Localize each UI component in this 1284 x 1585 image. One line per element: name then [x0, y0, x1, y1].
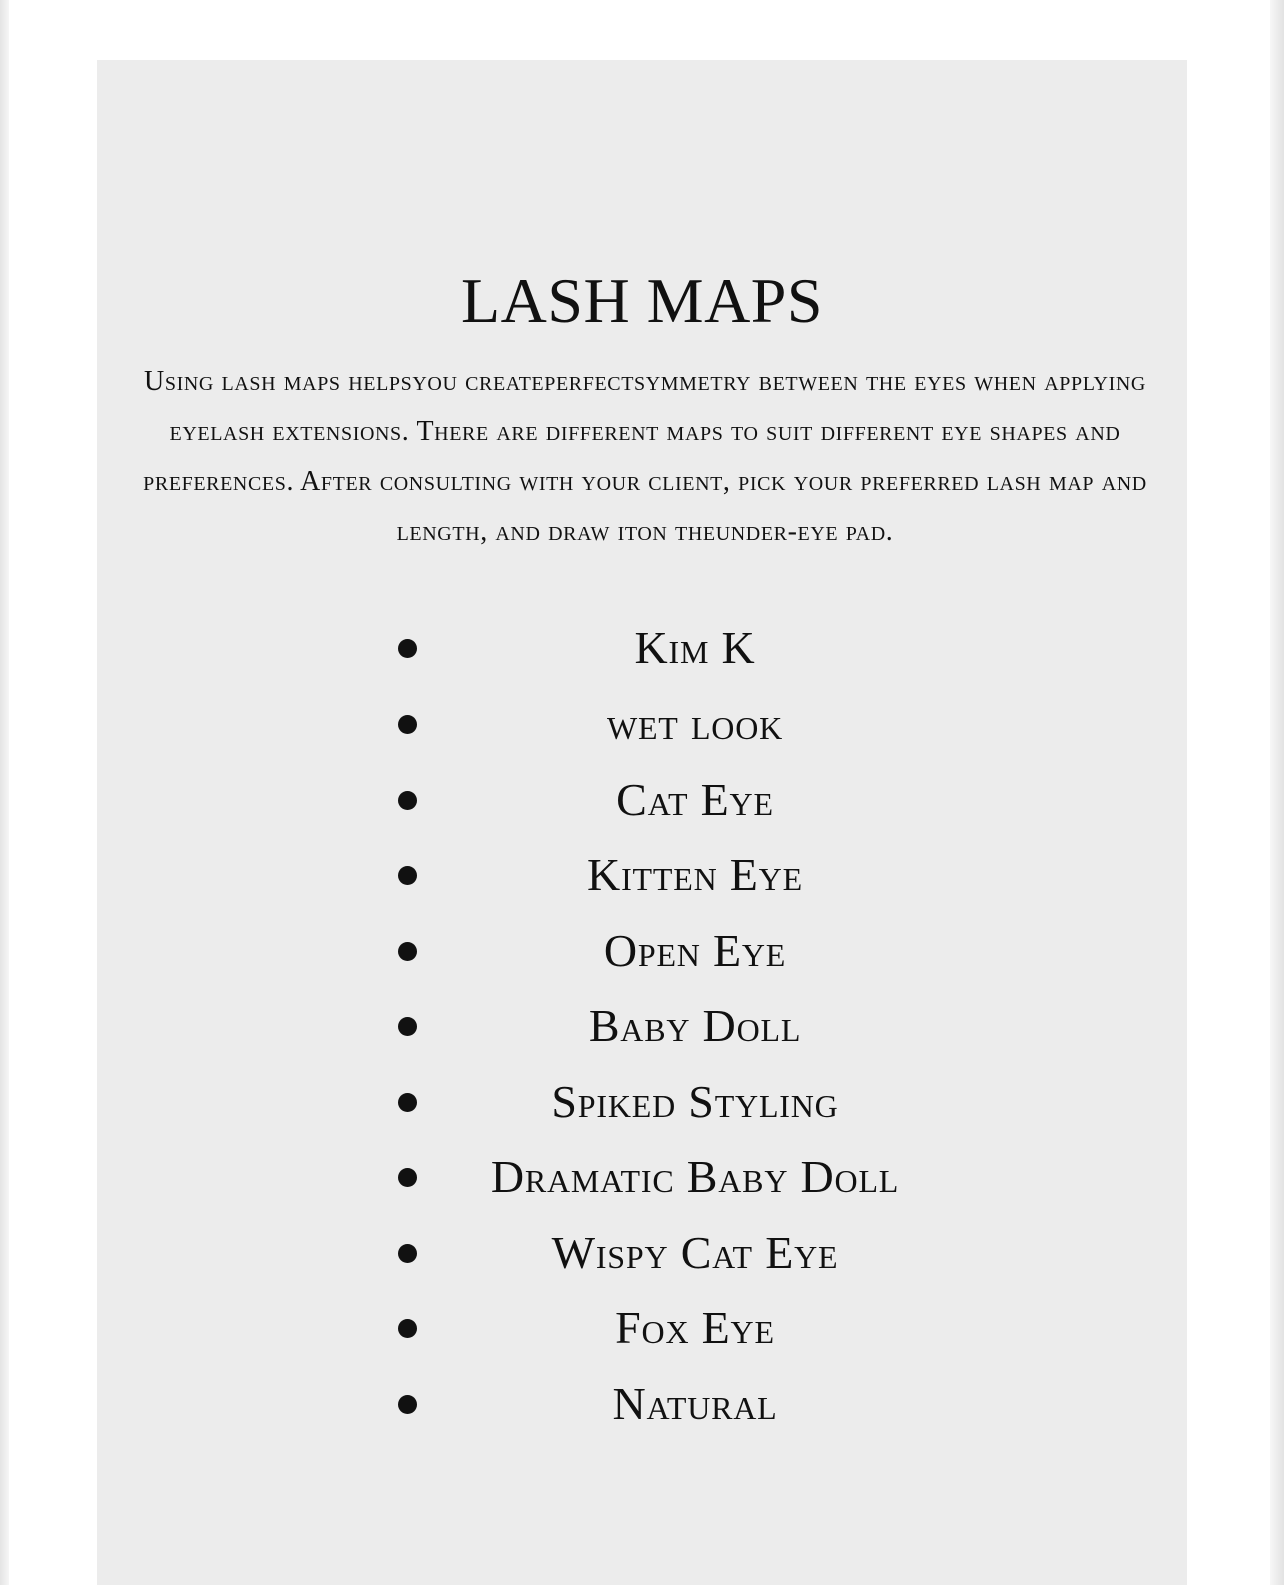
list-item: [97, 1147, 1187, 1207]
right-page-edge: [1270, 0, 1284, 1585]
list-item-label: Dramatic Baby Doll: [490, 1151, 900, 1202]
list-item: [97, 845, 1187, 905]
list-item: [97, 1374, 1187, 1434]
list-item-label: Baby Doll: [588, 1000, 802, 1051]
list-item: [97, 1072, 1187, 1132]
list-item-label: Kim K: [634, 622, 756, 673]
list-item-label: Fox Eye: [615, 1302, 775, 1353]
list-item: [97, 1223, 1187, 1283]
list-item: [97, 996, 1187, 1056]
list-item-label: Cat Eye: [616, 774, 774, 825]
list-item: [97, 921, 1187, 981]
list-item: [97, 694, 1187, 754]
list-item: [97, 1298, 1187, 1358]
list-item-label: Open Eye: [603, 925, 787, 976]
document-page: [97, 60, 1187, 1585]
list-item-label: Kitten Eye: [587, 849, 803, 900]
page-title: LASH MAPS: [461, 265, 823, 336]
list-item-label: wet look: [606, 698, 784, 749]
list-item: [97, 770, 1187, 830]
list-item-label: Spiked Styling: [551, 1076, 839, 1127]
intro-paragraph: Using lash maps helpsyou createperfectsymmetry between the eyes when applying eyelash extensions. There are different maps to suit different eye shapes and preferences. After consulting with your client, pick your preferred lash map and length, and draw iton theunder-eye pad.: [143, 366, 1147, 547]
list-item-label: Natural: [612, 1378, 778, 1429]
list-item-label: Wispy Cat Eye: [551, 1227, 839, 1278]
left-page-edge: [0, 0, 9, 1585]
list-item: [97, 618, 1187, 678]
lash-map-list: [97, 60, 1187, 1585]
